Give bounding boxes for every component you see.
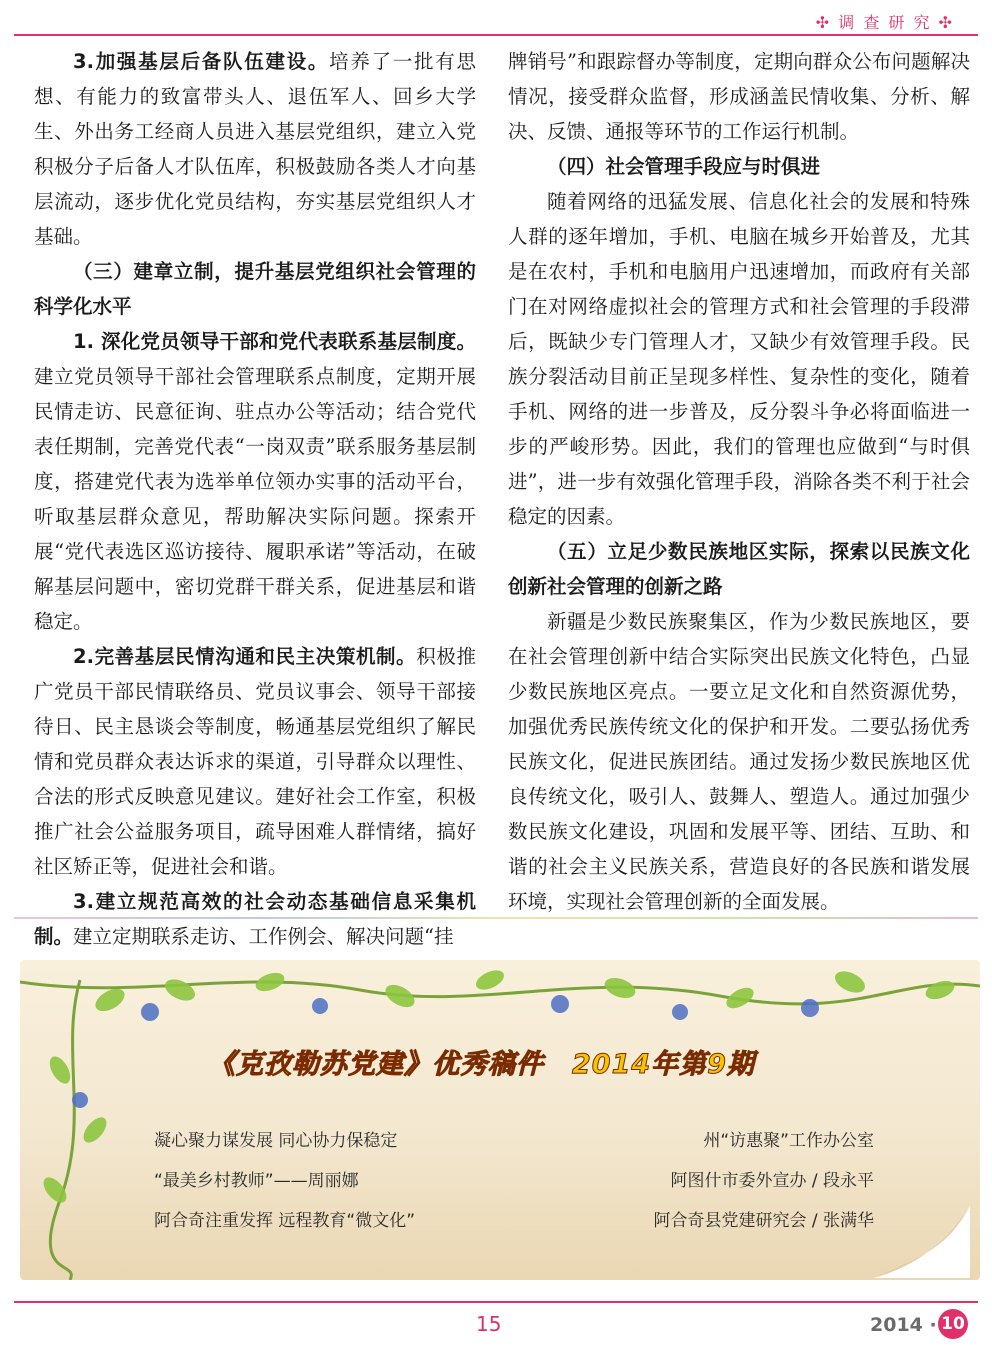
- paragraph: [34, 324, 476, 639]
- paragraph: [34, 884, 476, 954]
- section-divider: [14, 917, 978, 919]
- paragraph: [34, 639, 476, 884]
- featured-articles-banner: [20, 960, 980, 1280]
- paragraph-text: 建立党员领导干部社会管理联系点制度，定期开展民情走访、民意征询、驻点办公等活动；结合党代表任期制，完善党代表“一岗双责”联系服务基层制度，搭建党代表为选举单位领办实事的活动平台，听取基层群众意见，帮助解决实际问题。探索开展“党代表选区巡访接待、履职承诺”等活动，在破解基层问题中，密切党群干群关系，促进基层和谐稳定。: [34, 365, 476, 633]
- banner-title: 《克孜勒苏党建》优秀稿件 2014年第9期: [208, 1049, 755, 1080]
- paragraph-lead: 2.完善基层民情沟通和民主决策机制。: [73, 645, 417, 668]
- paragraph: 牌销号”和跟踪督办等制度，定期向群众公布问题解决情况，接受群众监督，形成涵盖民情收集、分析、解决、反馈、通报等环节的工作运行机制。: [508, 50, 970, 143]
- section-heading: （五）立足少数民族地区实际，探索以民族文化创新社会管理的创新之路: [508, 540, 970, 598]
- paragraph-text: 培养了一批有思想、有能力的致富带头人、退伍军人、回乡大学生、外出务工经商人员进入基层党组织，建立入党积极分子后备人才队伍库，积极鼓励各类人才向基层流动，逐步优化党员结构，夯实基层党组织人才基础。: [34, 50, 476, 248]
- article-author: 阿图什市委外宣办 / 段永平: [670, 1171, 874, 1191]
- paragraph-lead: 3.建立规范高效的社会动态基础信息采集机制。: [34, 890, 476, 948]
- right-column: [508, 44, 970, 919]
- article-author: 阿合奇县党建研究会 / 张满华: [653, 1211, 874, 1231]
- article-title: 凝心聚力谋发展 同心协力保稳定: [154, 1131, 398, 1151]
- article-title: 阿合奇注重发挥 远程教育“微文化”: [154, 1211, 416, 1231]
- left-column: [34, 44, 476, 954]
- header-rule: [14, 34, 978, 36]
- vine-decoration: [20, 960, 980, 1280]
- paragraph-lead: 1. 深化党员领导干部和党代表联系基层制度。: [73, 330, 476, 353]
- article-title: “最美乡村教师”——周丽娜: [154, 1171, 359, 1191]
- paragraph-text: 积极推广党员干部民情联络员、党员议事会、领导干部接待日、民主恳谈会等制度，畅通基层党组织了解民情和党员群众表达诉求的渠道，引导群众以理性、合法的形式反映意见建议。建好社会工作室，积极推广社会公益服务项目，疏导困难人群情绪，搞好社区矫正等，促进社会和谐。: [34, 645, 476, 878]
- section-heading: （三）建章立制，提升基层党组织社会管理的科学化水平: [34, 260, 476, 318]
- paragraph-text: 建立定期联系走访、工作例会、解决问题“挂: [73, 925, 454, 948]
- paragraph: 新疆是少数民族聚集区，作为少数民族地区，要在社会管理创新中结合实际突出民族文化特色，凸显少数民族地区亮点。一要立足文化和自然资源优势，加强优秀民族传统文化的保护和开发。二要弘扬优秀民族文化，促进民族团结。通过发扬少数民族地区优良传统文化，吸引人、鼓舞人、塑造人。通过加强少数民族文化建设，巩固和发展平等、团结、互助、和谐的社会主义民族关系，营造良好的各民族和谐发展环境，实现社会管理创新的全面发展。: [508, 610, 970, 913]
- paragraph-lead: 3.加强基层后备队伍建设。: [73, 50, 330, 73]
- page-number: 15: [476, 1312, 502, 1336]
- paragraph: [34, 44, 476, 254]
- section-heading: （四）社会管理手段应与时俱进: [547, 155, 821, 178]
- section-label: ✣ 调 查 研 究 ✣: [815, 13, 954, 32]
- footer-year: 2014 ·: [870, 1314, 937, 1336]
- page-curl-icon: [874, 1206, 970, 1278]
- issue-badge: 10: [938, 1309, 968, 1339]
- article-author: 州“访惠聚”工作办公室: [703, 1131, 874, 1151]
- paragraph: 随着网络的迅猛发展、信息化社会的发展和特殊人群的逐年增加，手机、电脑在城乡开始普及，尤其是在农村，手机和电脑用户迅速增加，而政府有关部门在对网络虚拟社会的管理方式和社会管理的手段滞后，既缺少专门管理人才，又缺少有效管理手段。民族分裂活动目前正呈现多样性、复杂性的变化，随着手机、网络的进一步普及，反分裂斗争必将面临进一步的严峻形势。因此，我们的管理也应做到“与时俱进”，进一步有效强化管理手段，消除各类不利于社会稳定的因素。: [508, 190, 970, 528]
- footer-rule: [14, 1301, 978, 1303]
